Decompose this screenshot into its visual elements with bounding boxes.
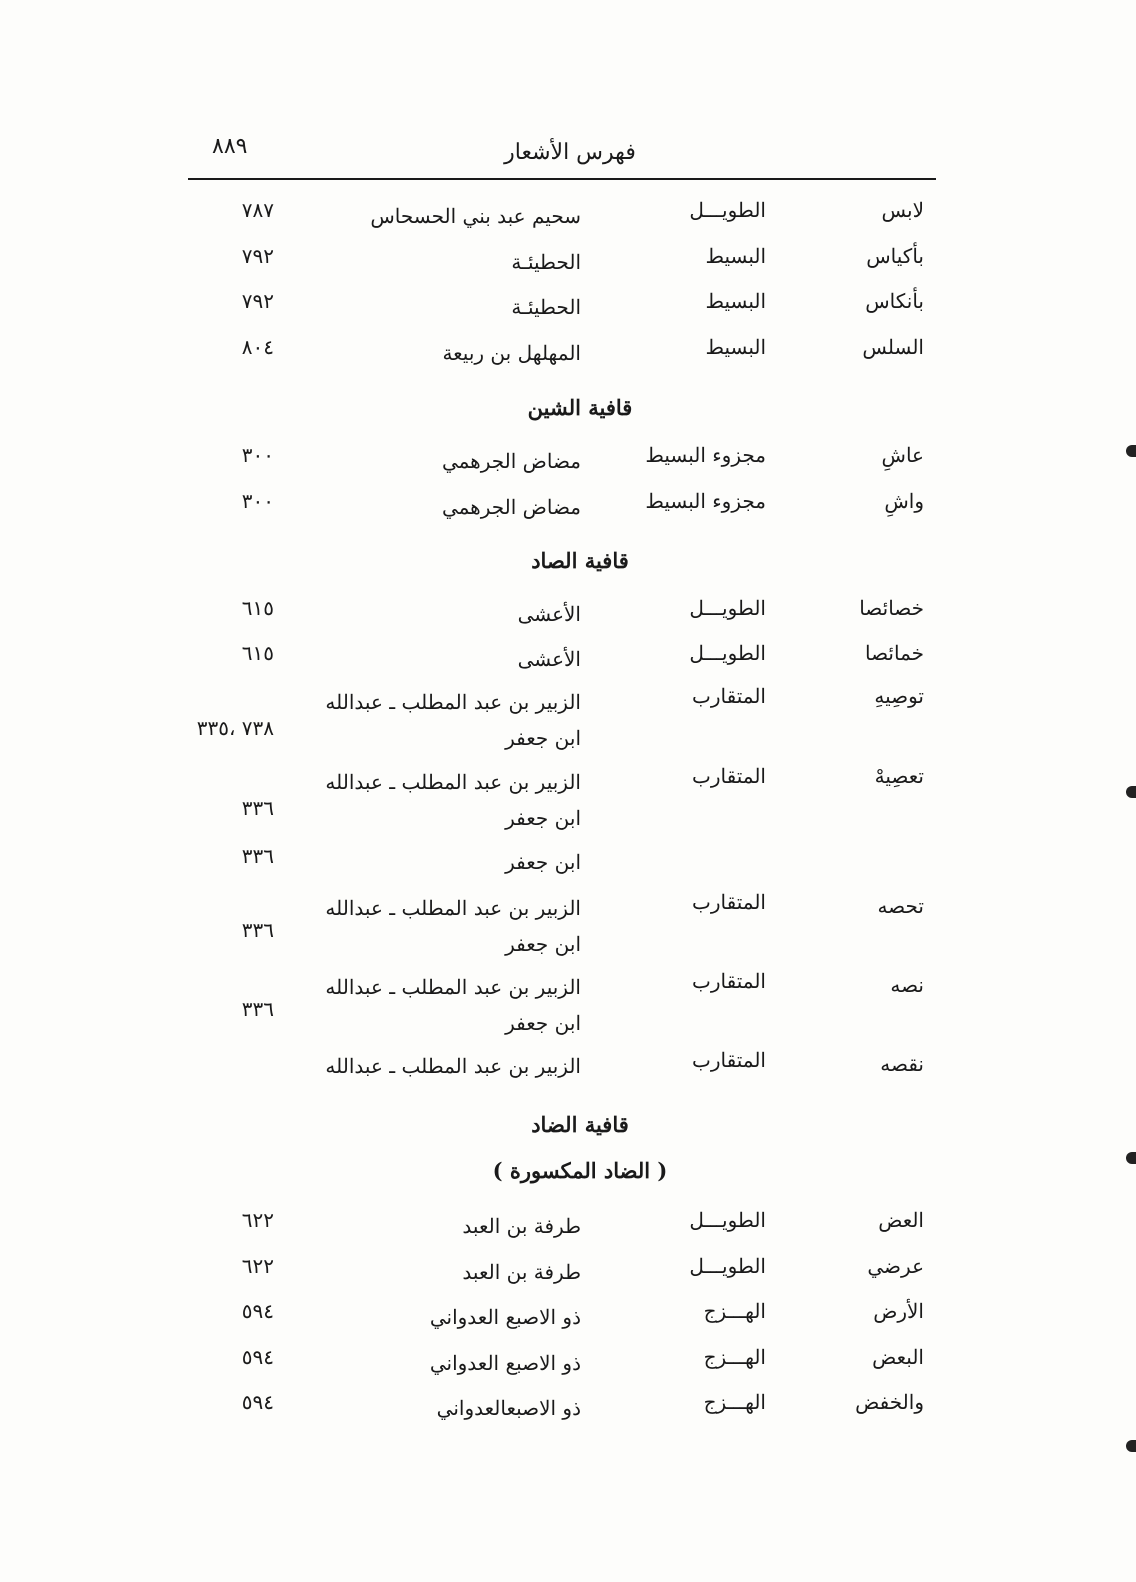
rhyme-word: السلس (862, 335, 924, 359)
page-ref: ٧٣٨ ،٣٣٥ (196, 716, 274, 740)
page-ref: ٣٠٠ (241, 443, 274, 467)
poet-line-2: ابن جعفر (505, 932, 581, 956)
poet-line-2: ابن جعفر (505, 726, 581, 750)
meter: الطويـــل (689, 1208, 766, 1232)
meter: المتقارب (692, 969, 766, 993)
poet: المهلهل بن ربيعة (442, 341, 581, 365)
page-ref: ٧٩٢ (241, 289, 274, 313)
poet: الأعشى (517, 602, 581, 626)
rhyme-word: تعصِيهْ (874, 764, 924, 788)
rhyme-word: خصائصا (859, 596, 924, 620)
poet-line: الزبير بن عبد المطلب ـ عبدالله (325, 690, 581, 714)
page-ref: ٣٠٠ (241, 489, 274, 513)
page-ref: ٨٠٤ (241, 335, 274, 359)
rhyme-word: تحصه (877, 894, 924, 918)
scan-edge-mark (1126, 786, 1136, 798)
meter: الطويـــل (689, 198, 766, 222)
poet: مضاض الجرهمي (441, 449, 581, 473)
meter: المتقارب (692, 764, 766, 788)
rhyme-word: واشِ (884, 489, 924, 513)
rhyme-word: نقصه (880, 1052, 924, 1076)
index-row (0, 1390, 1136, 1470)
scan-edge-mark (1126, 1152, 1136, 1164)
meter: الهـــزج (703, 1390, 766, 1414)
poet-line-2: ابن جعفر (505, 1011, 581, 1035)
meter: الطويـــل (689, 596, 766, 620)
section-heading-dad: قافية الضاد (531, 1112, 629, 1137)
index-row (0, 969, 1136, 1049)
page-ref: ٦١٥ (241, 596, 274, 620)
section-heading-sad: قافية الصاد (531, 548, 629, 573)
page-ref: ٦٢٢ (241, 1208, 274, 1232)
rhyme-word: الأرض (873, 1299, 924, 1323)
poet: ذو الاصبع العدواني (429, 1305, 581, 1329)
rhyme-word: عرضي (867, 1254, 924, 1278)
meter: البسيط (705, 335, 766, 359)
page-ref: ٦٢٢ (241, 1254, 274, 1278)
page-ref: ٣٣٦ (241, 918, 274, 942)
rhyme-word: بأنكاس (865, 289, 924, 313)
poet: سحيم عبد بني الحسحاس (370, 204, 581, 228)
poet: الحطيئـة (511, 295, 581, 319)
rhyme-word: عاشِ (881, 443, 924, 467)
poet: الحطيئـة (511, 250, 581, 274)
rhyme-word: البعض (872, 1345, 924, 1369)
rhyme-word: توصِيهِ (874, 684, 924, 708)
header-rule (188, 178, 936, 180)
poet-line: الزبير بن عبد المطلب ـ عبدالله (325, 770, 581, 794)
poet-line: الزبير بن عبد المطلب ـ عبدالله (325, 975, 581, 999)
running-title: فهرس الأشعار (504, 140, 636, 165)
scan-edge-mark (1126, 1440, 1136, 1452)
section-heading-shin: قافية الشين (527, 395, 633, 420)
poet (321, 764, 581, 836)
poet: ذو الاصبعالعدواني (436, 1396, 581, 1420)
rhyme-word: والخفض (855, 1390, 924, 1414)
meter: المتقارب (692, 1048, 766, 1072)
meter: الهـــزج (703, 1299, 766, 1323)
poet: طرفة بن العبد (462, 1260, 581, 1284)
page-ref: ٣٣٦ (241, 997, 274, 1021)
rhyme-word: العض (878, 1208, 924, 1232)
rhyme-word: خمائصا (864, 641, 924, 665)
poet: ذو الاصبع العدواني (429, 1351, 581, 1375)
poet: ابن جعفر (505, 850, 581, 874)
meter: الطويـــل (689, 1254, 766, 1278)
poet (321, 969, 581, 1041)
poet (321, 684, 581, 756)
poet (321, 890, 581, 962)
meter: مجزوء البسيط (645, 489, 766, 513)
poet: الأعشى (517, 647, 581, 671)
page-ref: ٧٨٧ (241, 198, 274, 222)
page-number: ٨٨٩ (212, 134, 248, 159)
meter: الطويـــل (689, 641, 766, 665)
index-row (0, 764, 1136, 844)
rhyme-word: لابس (881, 198, 924, 222)
page-ref: ٦١٥ (241, 641, 274, 665)
poet-line: الزبير بن عبد المطلب ـ عبدالله (325, 896, 581, 920)
poet: الزبير بن عبد المطلب ـ عبدالله (325, 1054, 581, 1078)
poet: طرفة بن العبد (462, 1214, 581, 1238)
scan-edge-mark (1126, 445, 1136, 457)
meter: مجزوء البسيط (645, 443, 766, 467)
page-ref: ٣٣٦ (241, 844, 274, 868)
rhyme-word: نصه (890, 973, 924, 997)
index-row (0, 890, 1136, 970)
meter: المتقارب (692, 890, 766, 914)
page-ref: ٧٩٢ (241, 244, 274, 268)
meter: المتقارب (692, 684, 766, 708)
meter: البسيط (705, 244, 766, 268)
poet: مضاض الجرهمي (441, 495, 581, 519)
page-ref: ٣٣٦ (241, 796, 274, 820)
index-row (0, 684, 1136, 764)
rhyme-word: بأكياس (866, 244, 924, 268)
meter: البسيط (705, 289, 766, 313)
page-ref: ٥٩٤ (241, 1390, 274, 1414)
page-ref: ٥٩٤ (241, 1345, 274, 1369)
meter: الهـــزج (703, 1345, 766, 1369)
page-ref: ٥٩٤ (241, 1299, 274, 1323)
poet-line-2: ابن جعفر (505, 806, 581, 830)
section-subheading-dad: ( الضاد المكسورة ) (492, 1158, 668, 1183)
